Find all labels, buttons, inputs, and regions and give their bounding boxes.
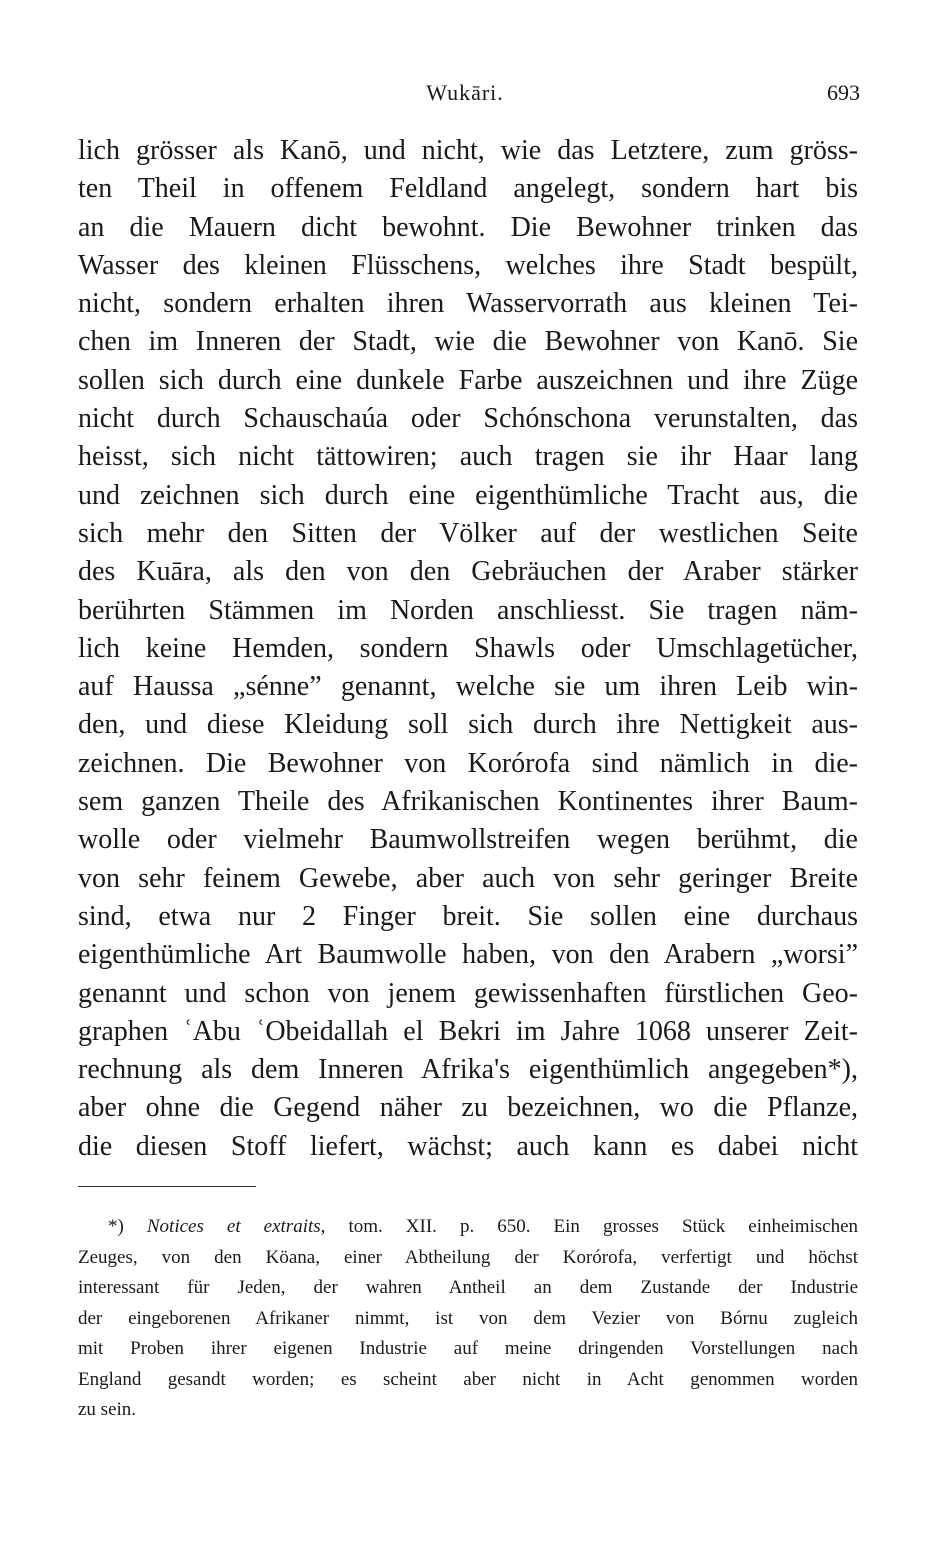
body-line: heisst, sich nicht tättowiren; auch tragen sie ihr Haar lang: [78, 441, 858, 473]
body-line: wolle oder vielmehr Baumwollstreifen wegen berühmt, die: [78, 824, 858, 856]
body-line: und zeichnen sich durch eine eigenthümliche Tracht aus, die: [78, 479, 858, 511]
body-line: rechnung als dem Inneren Afrika's eigenthümlich angegeben*),: [78, 1054, 858, 1086]
footnote-line: der eingeborenen Afrikaner nimmt, ist von dem Vezier von Bórnu zugleich: [78, 1307, 858, 1329]
body-line: sich mehr den Sitten der Völker auf der westlichen Seite: [78, 517, 858, 549]
body-line: aber ohne die Gegend näher zu bezeichnen, wo die Pflanze,: [78, 1092, 858, 1124]
body-line: genannt und schon von jenem gewissenhaften fürstlichen Geo-: [78, 977, 858, 1009]
body-line: an die Mauern dicht bewohnt. Die Bewohner trinken das: [78, 211, 858, 243]
footnote: [78, 1212, 858, 1426]
body-line: auf Haussa „sénne” genannt, welche sie um ihren Leib win-: [78, 671, 858, 703]
body-line: lich keine Hemden, sondern Shawls oder Umschlagetücher,: [78, 632, 858, 664]
body-line: lich grösser als Kanō, und nicht, wie das Letztere, zum gröss-: [78, 135, 858, 166]
footnote-line: mit Proben ihrer eigenen Industrie auf meine dringenden Vorstellungen nach: [78, 1338, 858, 1359]
body-line: graphen ʿAbu ʿObeidallah el Bekri im Jahre 1068 unserer Zeit-: [78, 1015, 858, 1047]
body-line: ten Theil in offenem Feldland angelegt, sondern hart bis: [78, 173, 858, 205]
body-line: Wasser des kleinen Flüsschens, welches ihre Stadt bespült,: [78, 249, 858, 281]
body-line: des Kuāra, als den von den Gebräuchen der Araber stärker: [78, 556, 858, 588]
footnote-first-line: [78, 1212, 858, 1243]
body-line: sollen sich durch eine dunkele Farbe auszeichnen und ihre Züge: [78, 364, 858, 396]
body-text: [78, 132, 858, 1166]
page-number: 693: [827, 80, 860, 105]
running-title: Wukāri.: [426, 80, 504, 105]
body-line: chen im Inneren der Stadt, wie die Bewohner von Kanō. Sie: [78, 326, 858, 358]
body-line: die diesen Stoff liefert, wächst; auch kann es dabei nicht: [78, 1130, 858, 1162]
body-line: eigenthümliche Art Baumwolle haben, von den Arabern „worsi”: [78, 939, 858, 971]
body-line: berührten Stämmen im Norden anschliesst. Sie tragen näm-: [78, 594, 858, 626]
footnote-line: zu sein.: [78, 1399, 137, 1420]
footnote-marker: *): [108, 1216, 124, 1237]
body-line: zeichnen. Die Bewohner von Korórofa sind nämlich in die-: [78, 747, 858, 779]
footnote-line: Zeuges, von den Köana, einer Abtheilung der Korórofa, verfertigt und höchst: [78, 1246, 858, 1268]
body-line: den, und diese Kleidung soll sich durch ihre Nettigkeit aus-: [78, 709, 858, 741]
body-line: von sehr feinem Gewebe, aber auch von sehr geringer Breite: [78, 862, 858, 894]
footnote-line: interessant für Jeden, der wahren Antheil an dem Zustande der Industrie: [78, 1277, 858, 1298]
footnote-first-text: tom. XII. p. 650. Ein grosses Stück einheimischen: [348, 1216, 858, 1237]
body-line: sem ganzen Theile des Afrikanischen Kontinentes ihrer Baum-: [78, 786, 858, 818]
footnote-source-title: Notices et extraits,: [146, 1216, 326, 1237]
body-line: nicht durch Schauschaúa oder Schónschona verunstalten, das: [78, 403, 858, 435]
body-line: nicht, sondern erhalten ihren Wasservorrath aus kleinen Tei-: [78, 288, 858, 320]
body-line: sind, etwa nur 2 Finger breit. Sie sollen eine durchaus: [78, 900, 858, 932]
footnote-rule: [78, 1186, 256, 1187]
footnote-line: England gesandt worden; es scheint aber nicht in Acht genommen worden: [78, 1368, 858, 1390]
